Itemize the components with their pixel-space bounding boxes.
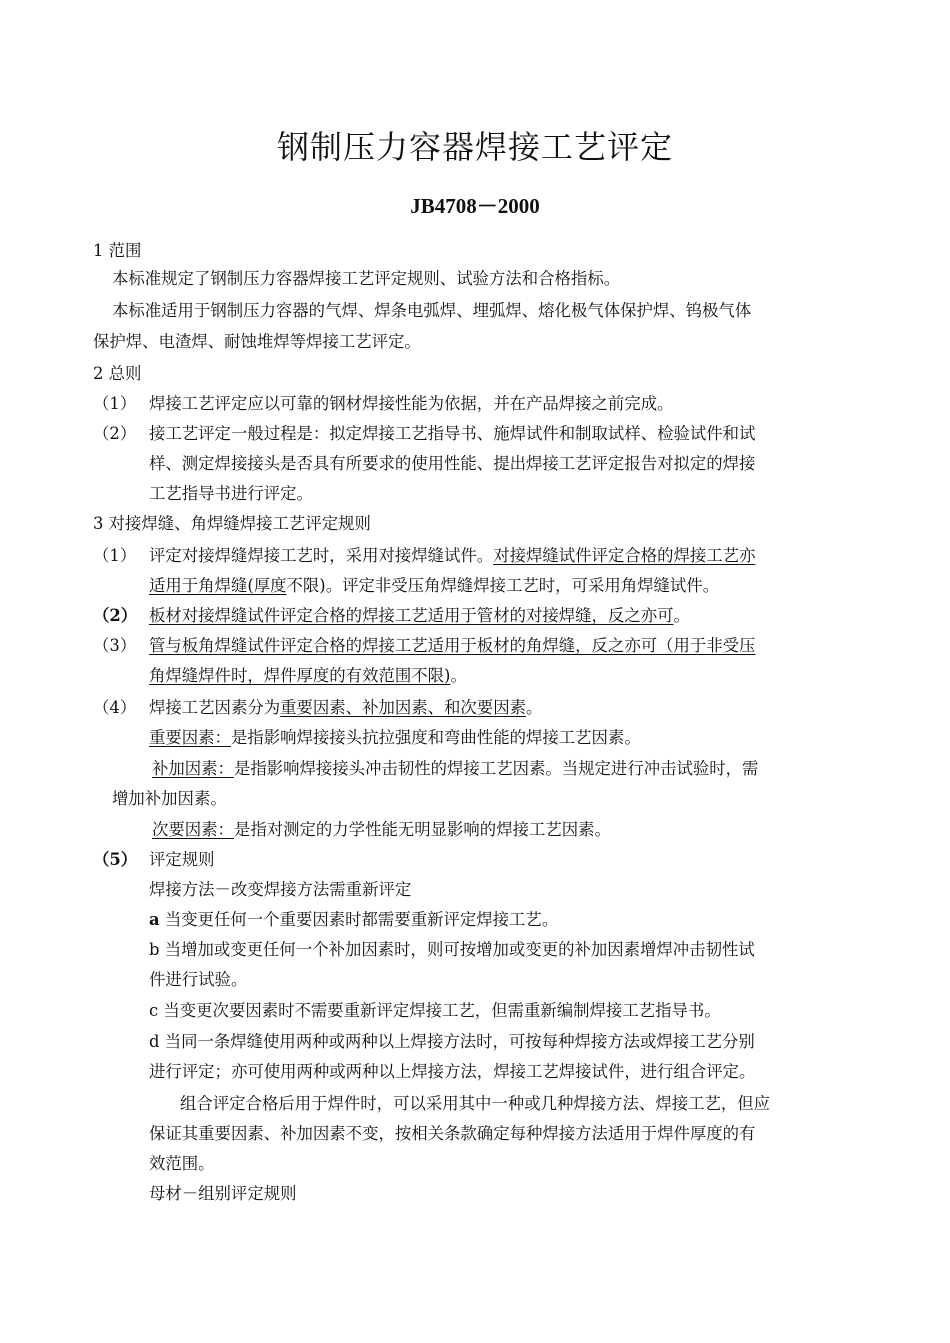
supplementary-factor-label: 补加因素：	[152, 759, 234, 778]
rule-a-text: 当变更任何一个重要因素时都需要重新评定焊接工艺。	[159, 910, 559, 929]
standard-number: JB4708－2000	[410, 194, 540, 218]
evaluation-rules-heading: 评定规则	[149, 850, 215, 869]
section-3-item-2-number: （2）	[93, 606, 138, 625]
section-1-paragraph-2-line-1: 本标准适用于钢制压力容器的气焊、焊条电弧焊、埋弧焊、熔化极气体保护焊、钨极气体	[112, 301, 752, 320]
important-factor-text: 是指影响焊接接头抗拉强度和弯曲性能的焊接工艺因素。	[230, 728, 641, 747]
rule-c: c 当变更次要因素时不需要重新评定焊接工艺，但需重新编制焊接工艺指导书。	[149, 1001, 721, 1020]
section-3-item-1-line-1	[149, 546, 755, 566]
section-3-item-1-number: （1）	[93, 546, 137, 565]
section-3-item-1-text-a: 评定对接焊缝焊接工艺时，采用对接焊缝试件。	[149, 546, 494, 565]
section-3-item-4-period: 。	[525, 698, 543, 717]
important-factor-label: 重要因素：	[149, 728, 231, 747]
section-3-item-3-underlined-a: 管与板角焊缝试件评定合格的焊接工艺适用于板材的角焊缝，反之亦可（用于非受压	[149, 636, 756, 655]
section-2-item-2-line-2: 样、测定焊接接头是否具有所要求的使用性能、提出焊接工艺评定报告对拟定的焊接	[149, 454, 756, 473]
rule-d-line-2: 进行评定；亦可使用两种或两种以上焊接方法，焊接工艺焊接试件，进行组合评定。	[149, 1062, 756, 1081]
section-3-item-1-line-2	[149, 576, 719, 596]
section-3-item-1-underlined-a: 对接焊缝试件评定合格的焊接工艺亦	[493, 546, 756, 565]
important-factor-definition	[149, 728, 641, 748]
rule-d-line-1: d 当同一条焊缝使用两种或两种以上焊接方法时，可按每种焊接方法或焊接工艺分别	[149, 1032, 755, 1051]
section-3-item-1-underlined-b: 适用于角焊缝(厚度	[149, 576, 287, 595]
section-3-item-3-line-1	[149, 636, 755, 656]
combined-evaluation-line-2: 保证其重要因素、补加因素不变，按相关条款确定每种焊接方法适用于焊件厚度的有	[149, 1124, 756, 1143]
section-3-item-1-text-b: 不限)。评定非受压角焊缝焊接工艺时，可采用角焊缝试件。	[286, 576, 720, 595]
base-metal-rule: 母材－组别评定规则	[149, 1184, 297, 1203]
minor-factor-label: 次要因素：	[152, 820, 234, 839]
rule-a	[149, 910, 558, 930]
section-3-item-3-line-2	[149, 666, 467, 686]
rule-a-mark: a	[149, 910, 160, 929]
welding-method-rule: 焊接方法－改变焊接方法需重新评定	[149, 880, 412, 899]
section-2-item-2-number: （2）	[93, 424, 137, 443]
section-3-item-4-underlined: 重要因素、补加因素、和次要因素	[280, 698, 526, 717]
supplementary-factor-text: 是指影响焊接接头冲击韧性的焊接工艺因素。当规定进行冲击试验时，需	[233, 759, 759, 778]
section-3-item-2-line-1	[149, 606, 690, 626]
minor-factor-definition	[152, 820, 611, 840]
section-3-item-3-underlined-b: 角焊缝焊件时，焊件厚度的有效范围不限)	[149, 666, 451, 685]
rule-b-line-1: b 当增加或变更任何一个补加因素时，则可按增加或变更的补加因素增焊冲击韧性试	[149, 940, 755, 959]
section-3-item-5-number: （5）	[93, 850, 138, 869]
section-2-item-1-text: 焊接工艺评定应以可靠的钢材焊接性能为依据，并在产品焊接之前完成。	[149, 394, 674, 413]
section-2-heading: 2 总则	[93, 364, 142, 383]
section-3-item-4-text-a: 焊接工艺因素分为	[149, 698, 281, 717]
section-2-item-1-number: （1）	[93, 394, 137, 413]
document-title: 钢制压力容器焊接工艺评定	[276, 128, 673, 166]
section-2-item-2-line-3: 工艺指导书进行评定。	[149, 484, 313, 503]
section-3-heading: 3 对接焊缝、角焊缝焊接工艺评定规则	[93, 514, 371, 533]
minor-factor-text: 是指对测定的力学性能无明显影响的焊接工艺因素。	[233, 820, 611, 839]
section-2-item-2-line-1: 接工艺评定一般过程是：拟定焊接工艺指导书、施焊试件和制取试样、检验试件和试	[149, 424, 756, 443]
section-3-item-3-number: （3）	[93, 636, 137, 655]
section-3-item-2-underlined: 板材对接焊缝试件评定合格的焊接工艺适用于管材的对接焊缝，反之亦可	[149, 606, 674, 625]
section-3-item-4-number: （4）	[93, 698, 137, 717]
section-1-heading: 1 范围	[93, 241, 142, 260]
rule-b-line-2: 件进行试验。	[149, 970, 248, 989]
section-1-paragraph-1: 本标准规定了钢制压力容器焊接工艺评定规则、试验方法和合格指标。	[112, 269, 621, 288]
section-3-item-3-period: 。	[450, 666, 467, 685]
section-3-item-2-period: 。	[673, 606, 690, 625]
supplementary-factor-definition	[152, 759, 758, 779]
supplementary-factor-definition-line-2: 增加补加因素。	[112, 789, 227, 808]
section-1-paragraph-2-line-2: 保护焊、电渣焊、耐蚀堆焊等焊接工艺评定。	[93, 332, 421, 351]
combined-evaluation-line-1: 组合评定合格后用于焊件时，可以采用其中一种或几种焊接方法、焊接工艺，但应	[180, 1094, 771, 1113]
combined-evaluation-line-3: 效范围。	[149, 1154, 215, 1173]
section-3-item-4-line-1	[149, 698, 542, 718]
